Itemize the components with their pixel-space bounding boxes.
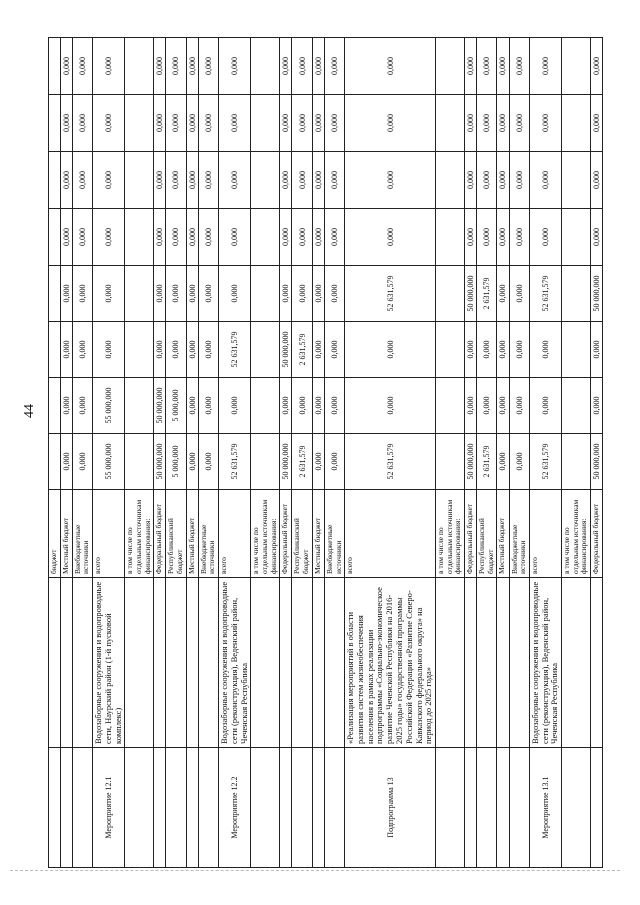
amount-cell bbox=[436, 434, 465, 490]
amount-cell: 0,000 bbox=[186, 322, 198, 378]
amount-cell: 0,000 bbox=[497, 378, 509, 434]
amount-cell: 0,000 bbox=[590, 95, 602, 152]
amount-cell: 55 000,000 bbox=[93, 378, 125, 434]
amount-cell: 0,000 bbox=[198, 266, 218, 322]
amount-cell bbox=[125, 38, 154, 95]
amount-cell: 0,000 bbox=[477, 209, 497, 266]
row-code-cell bbox=[562, 748, 591, 868]
amount-cell bbox=[436, 209, 465, 266]
table-row bbox=[219, 38, 251, 868]
amount-cell: 0,000 bbox=[60, 209, 72, 266]
table-row bbox=[464, 38, 476, 868]
row-name-cell bbox=[590, 578, 602, 748]
amount-cell: 0,000 bbox=[280, 152, 292, 209]
row-name-cell bbox=[49, 578, 61, 748]
table-row bbox=[497, 38, 509, 868]
amount-cell: 0,000 bbox=[477, 38, 497, 95]
amount-cell: 0,000 bbox=[497, 209, 509, 266]
row-code-cell bbox=[497, 748, 509, 868]
row-name-cell bbox=[125, 578, 154, 748]
amount-cell: 0,000 bbox=[198, 434, 218, 490]
amount-cell: 52 631,579 bbox=[529, 434, 561, 490]
table-row bbox=[198, 38, 218, 868]
row-code-cell bbox=[49, 748, 61, 868]
amount-cell: 52 631,579 bbox=[219, 322, 251, 378]
amount-cell: 0,000 bbox=[93, 95, 125, 152]
funding-source-cell: Внебюджетные источники bbox=[324, 490, 344, 578]
amount-cell: 0,000 bbox=[312, 152, 324, 209]
funding-source-cell: в том числе по отдельным источникам финансирования: bbox=[436, 490, 465, 578]
row-code-cell bbox=[312, 748, 324, 868]
amount-cell bbox=[125, 95, 154, 152]
amount-cell: 0,000 bbox=[93, 209, 125, 266]
funding-source-cell: Внебюджетные источники bbox=[509, 490, 529, 578]
amount-cell: 0,000 bbox=[280, 209, 292, 266]
amount-cell: 0,000 bbox=[497, 95, 509, 152]
amount-cell: 0,000 bbox=[154, 38, 166, 95]
amount-cell: 2 631,579 bbox=[292, 322, 312, 378]
amount-cell: 0,000 bbox=[154, 266, 166, 322]
page-number: 44 bbox=[22, 404, 37, 418]
amount-cell: 0,000 bbox=[60, 152, 72, 209]
amount-cell: 0,000 bbox=[590, 209, 602, 266]
table-row bbox=[72, 38, 92, 868]
amount-cell bbox=[436, 38, 465, 95]
amount-cell: 0,000 bbox=[154, 152, 166, 209]
row-code-cell bbox=[60, 748, 72, 868]
amount-cell: 0,000 bbox=[72, 322, 92, 378]
table-row bbox=[509, 38, 529, 868]
row-name-cell bbox=[477, 578, 497, 748]
amount-cell: 0,000 bbox=[324, 38, 344, 95]
amount-cell: 0,000 bbox=[198, 378, 218, 434]
amount-cell bbox=[562, 95, 591, 152]
table-row bbox=[324, 38, 344, 868]
funding-source-cell: Федеральный бюджет bbox=[464, 490, 476, 578]
table-row bbox=[166, 38, 186, 868]
row-code-cell bbox=[72, 748, 92, 868]
row-code-cell bbox=[436, 748, 465, 868]
amount-cell: 0,000 bbox=[590, 38, 602, 95]
table-row bbox=[529, 38, 561, 868]
amount-cell: 0,000 bbox=[590, 152, 602, 209]
amount-cell: 0,000 bbox=[72, 434, 92, 490]
amount-cell bbox=[125, 322, 154, 378]
amount-cell: 0,000 bbox=[186, 38, 198, 95]
row-name-cell bbox=[324, 578, 344, 748]
amount-cell: 0,000 bbox=[312, 434, 324, 490]
amount-cell bbox=[436, 378, 465, 434]
funding-source-cell: бюджет bbox=[49, 490, 61, 578]
amount-cell: 0,000 bbox=[292, 209, 312, 266]
amount-cell bbox=[49, 209, 61, 266]
row-name-cell bbox=[154, 578, 166, 748]
row-code-cell bbox=[509, 748, 529, 868]
amount-cell: 0,000 bbox=[93, 266, 125, 322]
amount-cell bbox=[562, 38, 591, 95]
row-code-cell bbox=[464, 748, 476, 868]
amount-cell bbox=[562, 434, 591, 490]
amount-cell bbox=[436, 95, 465, 152]
amount-cell: 0,000 bbox=[529, 152, 561, 209]
funding-source-cell: Внебюджетные источники bbox=[72, 490, 92, 578]
funding-source-cell: Республиканский бюджет bbox=[166, 490, 186, 578]
funding-source-cell: Местный бюджет bbox=[186, 490, 198, 578]
row-name-cell bbox=[497, 578, 509, 748]
amount-cell: 0,000 bbox=[509, 95, 529, 152]
amount-cell: 0,000 bbox=[166, 266, 186, 322]
amount-cell: 0,000 bbox=[72, 95, 92, 152]
amount-cell: 0,000 bbox=[198, 95, 218, 152]
amount-cell: 2 631,579 bbox=[292, 434, 312, 490]
amount-cell: 52 631,579 bbox=[345, 434, 436, 490]
amount-cell: 50 000,000 bbox=[590, 434, 602, 490]
amount-cell: 0,000 bbox=[324, 434, 344, 490]
row-code-cell bbox=[477, 748, 497, 868]
table-row bbox=[562, 38, 591, 868]
funding-source-cell: Федеральный бюджет bbox=[280, 490, 292, 578]
amount-cell: 55 000,000 bbox=[93, 434, 125, 490]
amount-cell: 0,000 bbox=[312, 266, 324, 322]
amount-cell: 0,000 bbox=[219, 378, 251, 434]
amount-cell: 0,000 bbox=[72, 152, 92, 209]
amount-cell: 0,000 bbox=[280, 38, 292, 95]
amount-cell bbox=[436, 266, 465, 322]
amount-cell: 0,000 bbox=[477, 95, 497, 152]
amount-cell bbox=[562, 152, 591, 209]
amount-cell: 0,000 bbox=[186, 95, 198, 152]
amount-cell: 0,000 bbox=[60, 95, 72, 152]
funding-source-cell: Республиканский бюджет bbox=[477, 490, 497, 578]
amount-cell: 0,000 bbox=[219, 152, 251, 209]
table-row bbox=[251, 38, 280, 868]
amount-cell: 0,000 bbox=[324, 378, 344, 434]
amount-cell: 0,000 bbox=[72, 378, 92, 434]
amount-cell: 0,000 bbox=[345, 378, 436, 434]
amount-cell: 0,000 bbox=[219, 38, 251, 95]
amount-cell: 0,000 bbox=[280, 95, 292, 152]
row-name-cell bbox=[186, 578, 198, 748]
amount-cell: 0,000 bbox=[219, 209, 251, 266]
table-row bbox=[292, 38, 312, 868]
table-row bbox=[49, 38, 61, 868]
amount-cell bbox=[562, 378, 591, 434]
amount-cell: 0,000 bbox=[477, 322, 497, 378]
amount-cell bbox=[251, 322, 280, 378]
amount-cell bbox=[562, 322, 591, 378]
amount-cell: 0,000 bbox=[198, 152, 218, 209]
amount-cell: 0,000 bbox=[509, 266, 529, 322]
row-code-cell bbox=[280, 748, 292, 868]
amount-cell: 0,000 bbox=[166, 152, 186, 209]
amount-cell bbox=[562, 209, 591, 266]
funding-source-cell: Местный бюджет bbox=[60, 490, 72, 578]
row-name-cell bbox=[280, 578, 292, 748]
amount-cell: 0,000 bbox=[497, 152, 509, 209]
amount-cell: 0,000 bbox=[292, 378, 312, 434]
row-name-cell: Водозаборные сооружения и водопроводные сети (реконструкция), Веденский район, Чеченская Республика bbox=[219, 578, 251, 748]
amount-cell: 0,000 bbox=[345, 152, 436, 209]
amount-cell: 0,000 bbox=[154, 209, 166, 266]
amount-cell: 0,000 bbox=[166, 209, 186, 266]
amount-cell: 0,000 bbox=[324, 95, 344, 152]
amount-cell: 0,000 bbox=[186, 378, 198, 434]
row-name-cell bbox=[509, 578, 529, 748]
row-code-cell: Мероприятие 13.1 bbox=[529, 748, 561, 868]
amount-cell: 0,000 bbox=[72, 266, 92, 322]
financing-table bbox=[48, 37, 603, 868]
amount-cell: 0,000 bbox=[60, 322, 72, 378]
amount-cell: 0,000 bbox=[312, 38, 324, 95]
amount-cell bbox=[49, 378, 61, 434]
amount-cell: 0,000 bbox=[60, 378, 72, 434]
row-name-cell bbox=[251, 578, 280, 748]
amount-cell: 0,000 bbox=[529, 378, 561, 434]
amount-cell: 0,000 bbox=[292, 266, 312, 322]
funding-source-cell: в том числе по отдельным источникам финансирования: bbox=[562, 490, 591, 578]
amount-cell bbox=[125, 266, 154, 322]
row-name-cell bbox=[562, 578, 591, 748]
row-code-cell bbox=[166, 748, 186, 868]
row-code-cell: Подпрограмма 13 bbox=[345, 748, 436, 868]
row-code-cell bbox=[324, 748, 344, 868]
amount-cell: 0,000 bbox=[292, 152, 312, 209]
funding-source-cell: всего bbox=[529, 490, 561, 578]
amount-cell: 0,000 bbox=[292, 95, 312, 152]
amount-cell bbox=[49, 434, 61, 490]
amount-cell: 0,000 bbox=[166, 38, 186, 95]
amount-cell: 0,000 bbox=[509, 322, 529, 378]
row-name-cell: Водозаборные сооружения и водопроводные сети, Наурский район (1-й пусковой комплекс) bbox=[93, 578, 125, 748]
amount-cell: 0,000 bbox=[509, 152, 529, 209]
amount-cell bbox=[49, 266, 61, 322]
table-row bbox=[60, 38, 72, 868]
amount-cell: 0,000 bbox=[497, 434, 509, 490]
amount-cell: 0,000 bbox=[93, 38, 125, 95]
amount-cell: 50 000,000 bbox=[280, 322, 292, 378]
amount-cell bbox=[436, 322, 465, 378]
amount-cell: 0,000 bbox=[345, 95, 436, 152]
amount-cell: 0,000 bbox=[93, 322, 125, 378]
amount-cell: 0,000 bbox=[497, 38, 509, 95]
amount-cell bbox=[251, 152, 280, 209]
amount-cell: 0,000 bbox=[186, 209, 198, 266]
amount-cell: 0,000 bbox=[324, 152, 344, 209]
amount-cell: 52 631,579 bbox=[219, 434, 251, 490]
row-name-cell bbox=[72, 578, 92, 748]
row-name-cell bbox=[198, 578, 218, 748]
amount-cell bbox=[251, 378, 280, 434]
row-code-cell bbox=[590, 748, 602, 868]
row-name-cell: Водозаборные сооружения и водопроводные сети (реконструкция), Веденский район, Чеченская Республика bbox=[529, 578, 561, 748]
amount-cell: 0,000 bbox=[477, 378, 497, 434]
amount-cell: 0,000 bbox=[312, 322, 324, 378]
table-row bbox=[312, 38, 324, 868]
amount-cell: 0,000 bbox=[93, 152, 125, 209]
amount-cell bbox=[125, 378, 154, 434]
amount-cell: 0,000 bbox=[72, 38, 92, 95]
amount-cell bbox=[49, 152, 61, 209]
row-name-cell bbox=[166, 578, 186, 748]
amount-cell bbox=[49, 95, 61, 152]
row-code-cell bbox=[292, 748, 312, 868]
amount-cell: 0,000 bbox=[529, 95, 561, 152]
amount-cell: 0,000 bbox=[186, 434, 198, 490]
amount-cell bbox=[251, 209, 280, 266]
amount-cell: 0,000 bbox=[590, 322, 602, 378]
funding-source-cell: Внебюджетные источники bbox=[198, 490, 218, 578]
row-name-cell: «Реализация мероприятий в области развития систем жизнеобеспечения населения в рамках реализации подпрограммы «Социально-экономическое развитие Чеченской Республики на 2016-2025 годы» государственной программы Российской Федерации «Развитие Северо-Кавказского федерального округа» на период до 2025 года» bbox=[345, 578, 436, 748]
amount-cell: 0,000 bbox=[198, 38, 218, 95]
amount-cell: 50 000,000 bbox=[280, 434, 292, 490]
amount-cell: 0,000 bbox=[154, 322, 166, 378]
amount-cell: 0,000 bbox=[464, 209, 476, 266]
amount-cell: 0,000 bbox=[60, 266, 72, 322]
rotated-table-container bbox=[48, 38, 601, 868]
amount-cell bbox=[49, 38, 61, 95]
row-name-cell bbox=[60, 578, 72, 748]
amount-cell: 0,000 bbox=[497, 266, 509, 322]
amount-cell: 0,000 bbox=[497, 322, 509, 378]
amount-cell bbox=[125, 152, 154, 209]
funding-source-cell: Федеральный бюджет bbox=[154, 490, 166, 578]
amount-cell: 0,000 bbox=[219, 266, 251, 322]
amount-cell: 0,000 bbox=[186, 152, 198, 209]
amount-cell: 0,000 bbox=[509, 434, 529, 490]
table-row bbox=[186, 38, 198, 868]
row-code-cell: Мероприятие 12.1 bbox=[93, 748, 125, 868]
amount-cell: 50 000,000 bbox=[154, 378, 166, 434]
amount-cell: 0,000 bbox=[509, 38, 529, 95]
amount-cell: 52 631,579 bbox=[345, 266, 436, 322]
amount-cell: 50 000,000 bbox=[590, 266, 602, 322]
funding-source-cell: всего bbox=[345, 490, 436, 578]
amount-cell: 0,000 bbox=[529, 322, 561, 378]
amount-cell bbox=[251, 266, 280, 322]
funding-source-cell: Местный бюджет bbox=[497, 490, 509, 578]
amount-cell: 0,000 bbox=[464, 95, 476, 152]
amount-cell: 0,000 bbox=[312, 95, 324, 152]
table-row bbox=[154, 38, 166, 868]
row-name-cell bbox=[436, 578, 465, 748]
amount-cell: 0,000 bbox=[590, 378, 602, 434]
amount-cell bbox=[562, 266, 591, 322]
amount-cell: 0,000 bbox=[464, 322, 476, 378]
amount-cell: 2 631,579 bbox=[477, 434, 497, 490]
amount-cell: 0,000 bbox=[60, 434, 72, 490]
amount-cell: 0,000 bbox=[345, 322, 436, 378]
amount-cell: 0,000 bbox=[312, 378, 324, 434]
amount-cell bbox=[125, 209, 154, 266]
amount-cell: 52 631,579 bbox=[529, 266, 561, 322]
table-row bbox=[590, 38, 602, 868]
amount-cell: 0,000 bbox=[292, 38, 312, 95]
scan-edge-line bbox=[10, 870, 620, 872]
amount-cell: 0,000 bbox=[509, 378, 529, 434]
row-name-cell bbox=[464, 578, 476, 748]
row-code-cell: Мероприятие 12.2 bbox=[219, 748, 251, 868]
funding-source-cell: Республиканский бюджет bbox=[292, 490, 312, 578]
amount-cell: 50 000,000 bbox=[154, 434, 166, 490]
table-row bbox=[345, 38, 436, 868]
table-row bbox=[436, 38, 465, 868]
row-code-cell bbox=[198, 748, 218, 868]
amount-cell: 0,000 bbox=[219, 95, 251, 152]
amount-cell: 0,000 bbox=[529, 38, 561, 95]
amount-cell: 0,000 bbox=[60, 38, 72, 95]
funding-source-cell: Местный бюджет bbox=[312, 490, 324, 578]
row-code-cell bbox=[251, 748, 280, 868]
amount-cell: 0,000 bbox=[345, 38, 436, 95]
amount-cell: 5 000,000 bbox=[166, 378, 186, 434]
amount-cell bbox=[251, 95, 280, 152]
amount-cell bbox=[125, 434, 154, 490]
amount-cell: 0,000 bbox=[280, 378, 292, 434]
funding-source-cell: в том числе по отдельным источникам финансирования: bbox=[251, 490, 280, 578]
row-name-cell bbox=[312, 578, 324, 748]
row-name-cell bbox=[292, 578, 312, 748]
amount-cell: 0,000 bbox=[345, 209, 436, 266]
row-code-cell bbox=[186, 748, 198, 868]
amount-cell bbox=[49, 322, 61, 378]
amount-cell: 50 000,000 bbox=[464, 266, 476, 322]
amount-cell: 0,000 bbox=[312, 209, 324, 266]
funding-source-cell: в том числе по отдельным источникам финансирования: bbox=[125, 490, 154, 578]
table-row bbox=[93, 38, 125, 868]
row-code-cell bbox=[154, 748, 166, 868]
funding-source-cell: всего bbox=[93, 490, 125, 578]
amount-cell: 0,000 bbox=[198, 322, 218, 378]
amount-cell: 2 631,579 bbox=[477, 266, 497, 322]
table-row bbox=[477, 38, 497, 868]
amount-cell: 0,000 bbox=[324, 209, 344, 266]
amount-cell: 0,000 bbox=[324, 266, 344, 322]
amount-cell: 50 000,000 bbox=[464, 434, 476, 490]
amount-cell: 0,000 bbox=[198, 209, 218, 266]
amount-cell: 0,000 bbox=[477, 152, 497, 209]
table-body bbox=[49, 38, 603, 868]
amount-cell: 0,000 bbox=[166, 322, 186, 378]
funding-source-cell: всего bbox=[219, 490, 251, 578]
amount-cell: 0,000 bbox=[166, 95, 186, 152]
amount-cell: 0,000 bbox=[464, 152, 476, 209]
amount-cell: 0,000 bbox=[72, 209, 92, 266]
table-row bbox=[280, 38, 292, 868]
amount-cell: 0,000 bbox=[509, 209, 529, 266]
amount-cell bbox=[436, 152, 465, 209]
amount-cell: 0,000 bbox=[186, 266, 198, 322]
amount-cell: 0,000 bbox=[464, 38, 476, 95]
table-row bbox=[125, 38, 154, 868]
amount-cell bbox=[251, 434, 280, 490]
row-code-cell bbox=[125, 748, 154, 868]
amount-cell: 0,000 bbox=[280, 266, 292, 322]
amount-cell bbox=[251, 38, 280, 95]
amount-cell: 0,000 bbox=[529, 209, 561, 266]
funding-source-cell: Федеральный бюджет bbox=[590, 490, 602, 578]
amount-cell: 0,000 bbox=[464, 378, 476, 434]
amount-cell: 0,000 bbox=[324, 322, 344, 378]
amount-cell: 5 000,000 bbox=[166, 434, 186, 490]
amount-cell: 0,000 bbox=[154, 95, 166, 152]
